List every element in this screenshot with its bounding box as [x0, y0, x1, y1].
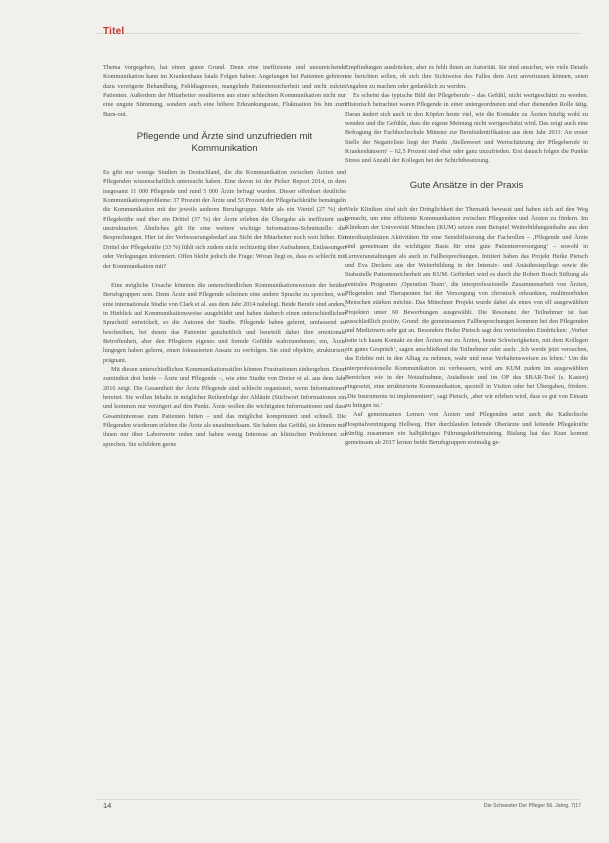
body-paragraph: Auf gemeinsames Lernen von Ärzten und Pflegenden setzt auch die Katholische Hospitalvereinigung Hellweg. Hier durchlaufen leitende Oberärzte und leitende Pflegekräfte künftig zusammen ein halbjähriges Führungskräftetraining. Bislang hat das Kran kommt gemeinsam ab 2017 lernen beide Berufsgruppen erstmalig ge- [345, 411, 588, 447]
intro-paragraph: Thema vorgegeben, hat einen guten Grund. Denn eine ineffiziente und unzureichende Kommunikation kann im Krankenhaus fatale Folgen haben: Angefangen bei Patienten gehören dazu verzögerte Behandlung, Fehldiagnosen, mangelnde Patientensicherheit und nicht zuletzt Patienten. Außerdem der Mitarbeiter resultieren aus einer schlechten Kommunikation nicht nur eine ungute Stimmung, sondern auch eine höhere Erkrankungsrate, Fluktuation bis hin zum Burn-out. [103, 64, 346, 118]
body-paragraph: Es scheint das typische Bild der Pflegeberufe – das Gefühl, nicht wertgeschätzt zu werden. Historisch betrachtet waren Pflegende in einer untergeordneten und eher dienenden Rolle tätig. Daran ändert sich auch in den Köpfen heute viel, wie die Kontakte zu Ärzten häufig wohl zu wenden und die Gefühle, dass die eigene Meinung nicht wertgeschätzt wird. Das zeigt auch eine Befragung der Fachhochschule Münster zur Berufsidentifikation aus dem Jahr 2011: An erster Stelle der Negativliste liegt der Punkt ‚Stellenwert und Wertschätzung der Pflegeberufe in Krankenhäusern‘ – 62,5 Prozent sind eher oder ganz unzufrieden. Erst danach folgen die Punkte Stress und Anzahl der Kollegen bei der Schichtbesetzung. [345, 92, 588, 165]
left-column [103, 63, 346, 449]
footer-rule [96, 799, 581, 800]
section-heading-1: Pflegende und Ärzte sind unzufrieden mit Kommunikation [136, 131, 313, 155]
body-paragraph: Empfindungen ausdrücken, aber es fehlt ihnen an Autorität. Sie sind unsicher, wie viele Details sie berichten sollen, ob sich ihre Sichtweise des Falles dem Arzt anvertrauen können, seien Angaben zu machen oder gedanklich zu werden. [345, 64, 588, 90]
section-label: Titel [103, 26, 125, 37]
page-number: 14 [103, 801, 112, 810]
journal-footer: Die Schwester Der Pfleger 56. Jahrg. 7|17 [483, 803, 581, 809]
header-rule [96, 33, 581, 34]
right-column [345, 63, 588, 448]
body-paragraph: Es gibt nur wenige Studien in Deutschland, die die Kommunikation zwischen Ärzten und Pflegenden wissenschaftlich untersucht haben. Eine davon ist der Picker Report 2014, in dem insgesamt 11 000 Pflegende und rund 5 000 Ärzte befragt wurden. Dieser offenbart deutliche Kommunikationsprobleme: 37 Prozent der Ärzte und 53 Prozent der Pflegefachkräfte bemängeln die Kommunikation mit der jeweils anderen Berufsgruppe. Mehr als ein Viertel (27 %) der Pflegekräfte und über ein Drittel (37 %) der Ärzte erleben die Übergabe als ineffizient und unstrukturiert. Ähnliches gilt für eine weitere wichtige Informations-Schnittstelle: die Besprechungen. Hier ist der Verbesserungsbedarf aus Sicht der Mitarbeiter noch weit höher. Ein Drittel der Pflegekräfte (33 %) fühlt sich zudem nicht rechtzeitig über Aufnahmen, Entlassungen oder Verlegungen informiert. Offen bleibt jedoch die Frage: Woran liegt es, dass es schlecht mit der Kommunikation mit? [103, 169, 346, 270]
body-paragraph: Viele Kliniken sind sich der Dringlichkeit der Thematik bewusst und haben sich auf den Weg gemacht, um eine effiziente Kommunikation zwischen Pflegenden und Ärzten zu fördern. Im Klinikum der Universität München (KUM) setzen zum Beispiel Weiterbildungsinhalte aus den interdisziplinären Aktivitäten für eine Sensibilisierung der Fachrollen – ‚Pflegende und Ärzte sind gemeinsam die wichtigste Basis für eine gute Patientenversorgung‘ – sowohl in Lernveranstaltungen als auch in Fallbesprechungen. Initiiert haben das Projekt Heike Pietsch und Eva Deckers aus der Weiterbildung in der Intensiv- und Anästhesiepflege sowie die Stabsstelle Patientensicherheit am KUM. Gefördert wird es durch die Robert Bosch Stiftung als zentrales Programm ‚Operation Team‘, die interprofessionelle Zusammenarbeit von Ärzten, Pflegenden und Therapeuten bei der Versorgung von chronisch erkrankten, multimorbiden Menschen stärken möchte. Das Münchner Projekt wurde dabei als eines von elf ausgewählten Projekten unter 60 Bewerbungen ausgewählt. Die Resonanz der Teilnehmer ist fast ausschließlich positiv, Grund: die gemeinsamen Fallbesprechungen kommen bei den Pflegenden und Medizinern sehr gut an. Besonders Heike Pietsch sagt den vertiefenden Eindrücken: ‚Vorher hatte ich kaum Kontakt zu den Ärzten nur zu Ärzten, heute Schwierigkeiten, mit dem Kollegen ein gutes Gespräch‘, sagen anschließend die Teilnehmer oder auch: ‚Ich werde jetzt versuchen, das Erlebte mit in den Alltag zu nehmen, wahr und neue Verhaltensweisen zu leben.‘ Um die interprofessionelle Kommunikation zu verbessern, wird am KUM zudem im ausgewählten Bereichen wie in der Notaufnahme, Anästhesie und im OP das SBAR-Tool (s. Kasten) eingesetzt, eine strukturierte Kommunikation, speziell in Visiten oder bei Übergaben, fördern. ‚Die Instrumente ist implementiert‘, sagt Pietsch, ‚aber wir erleben wird, dass es gut von Einsatz zu bringen ist.‘ [345, 205, 588, 409]
body-paragraph: Mit diesen unterschiedlichen Kommunikationsstilen können Frustrationen einhergehen. Denn zumindest drei beide – Ärzte und Pflegende –, wie eine Studie von Dreier et al. aus dem Jahr 2016 zeigt. Die Gesamtheit der Ärzte Pflegende sind schlecht organisiert, wenn Informationen bereitet. Sie wollen Inhalte in möglicher Reihenfolge der Abläufe (Stichwort Informationen ein und kommen nur verzögert auf den Punkt. Ärzte wollen die wichtigsten Informationen und dass Gesamtinteresse zum Patienten bitten – und das möglichst komprimiert und schnell. Die Pflegenden wiederum erleben die Ärzte als unaufmerksam. Sie haben das Gefühl, sie können mit ihnen nur über Laborwerte reden und haben wenig Interesse an klinischen Problemen zu sprechen. Sie schildern gerne [103, 365, 346, 448]
section-heading-2: Gute Ansätze in der Praxis [409, 179, 524, 191]
body-paragraph: Eine mögliche Ursache könnten die unterschiedlichen Kommunikationsweisen der beiden Berufsgruppen sein. Denn Ärzte und Pflegende scheinen eine andere Sprache zu sprechen, wie eine internationale Studie von Clark et al. aus dem Jahr 2014 nahelegt. Beide Berufe sind anders, in Hinblick auf Kommunikationsweise ausgebildet und haben dadurch einen unterschiedlichen Sprachstil entwickelt, so die Autoren der Studie. Pflegende haben gelernt, umfassend zu beschreiben, bei denen das Patientin ganzheitlich und beurteilt dabei ihre emotionale Betroffenheit, aber den Pflegkern eigenes und fremde Gefühle wahrzunehmen; ein, Ärzte hingegen haben gelernt, einen fokussierten Ansatz zu verfolgen. Sie sind objektiv, strukturiert, prägnant. [103, 281, 346, 364]
